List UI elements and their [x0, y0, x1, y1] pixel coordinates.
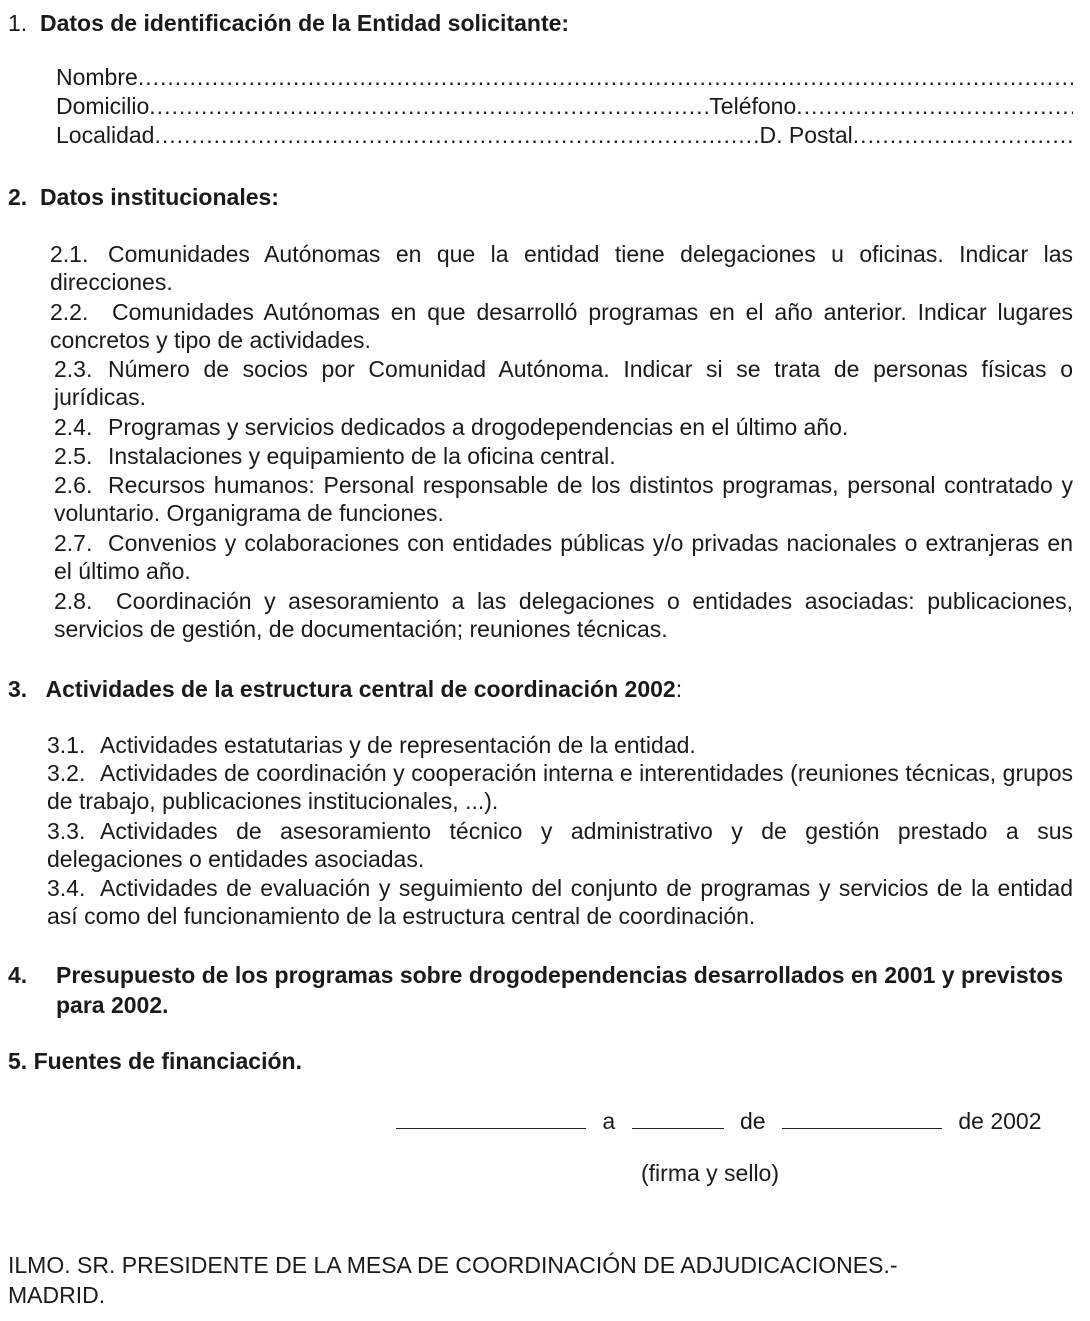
month-blank[interactable]: [782, 1104, 942, 1129]
item-2-3: [54, 355, 1073, 411]
section-1-heading: [8, 8, 569, 38]
year-label: de 2002: [958, 1108, 1042, 1134]
item-3-2-number: 3.2.: [47, 760, 86, 786]
section-3-heading: [8, 674, 682, 704]
section-4-number: 4.: [8, 962, 28, 988]
item-2-6: [54, 471, 1073, 527]
section-1-number: 1.: [8, 10, 28, 36]
signature-date-line: [396, 1104, 1041, 1135]
item-2-2-number: 2.2.: [50, 299, 89, 325]
item-2-1: [50, 240, 1073, 296]
section-3-title: Actividades de la estructura central de coordinación 2002: [45, 676, 676, 702]
item-2-1-number: 2.1.: [50, 241, 89, 267]
item-2-5: [54, 442, 1073, 470]
item-3-1-text: Actividades estatutarias y de representación de la entidad.: [100, 732, 696, 758]
localidad-label: Localidad: [56, 122, 155, 148]
item-2-2-text: Comunidades Autónomas en que desarrolló programas en el año anterior. Indicar lugares concretos y tipo de actividades.: [50, 299, 1073, 353]
item-2-7-text: Convenios y colaboraciones con entidades públicas y/o privadas nacionales o extranjeras en el último año.: [54, 530, 1073, 584]
section-3-number: 3.: [8, 676, 28, 702]
item-2-4-number: 2.4.: [54, 414, 93, 440]
d-postal-dotted-line[interactable]: [853, 122, 1073, 149]
section-5-number: 5.: [8, 1048, 28, 1074]
item-2-6-number: 2.6.: [54, 472, 93, 498]
d-postal-label: D. Postal: [759, 122, 853, 148]
section-3-colon: :: [675, 676, 683, 702]
field-nombre[interactable]: [56, 64, 1073, 92]
section-4-heading: [8, 960, 1073, 1020]
a-label: a: [602, 1108, 616, 1134]
item-3-1-number: 3.1.: [47, 732, 86, 758]
item-2-3-number: 2.3.: [54, 356, 93, 382]
item-2-4-text: Programas y servicios dedicados a drogodependencias en el último año.: [108, 414, 849, 440]
section-4-title: Presupuesto de los programas sobre drogodependencias desarrollados en 2001 y previstos para 2002.: [56, 962, 1064, 1018]
section-1-title: Datos de identificación de la Entidad solicitante:: [39, 10, 570, 36]
item-2-1-text: Comunidades Autónomas en que la entidad tiene delegaciones u oficinas. Indicar las direcciones.: [50, 241, 1073, 295]
nombre-dotted-line[interactable]: [138, 64, 1073, 91]
localidad-dotted-line[interactable]: [154, 122, 759, 149]
telefono-label: Teléfono: [709, 93, 797, 119]
domicilio-dotted-line[interactable]: [149, 93, 709, 120]
item-3-4: [47, 874, 1073, 930]
section-2-heading: [8, 182, 279, 212]
item-2-8: [54, 587, 1073, 643]
item-2-3-text: Número de socios por Comunidad Autónoma. Indicar si se trata de personas físicas o jurídicas.: [54, 356, 1073, 410]
nombre-label: Nombre: [56, 64, 138, 90]
item-2-8-text: Coordinación y asesoramiento a las delegaciones o entidades asociadas: publicaciones, servicios de gestión, de documentación; reuniones técnicas.: [54, 588, 1073, 642]
item-3-2: [47, 759, 1073, 815]
item-3-2-text: Actividades de coordinación y cooperación interna e interentidades (reuniones técnicas, grupos de trabajo, publicaciones institucionales, ...).: [47, 760, 1073, 814]
item-3-1: [47, 731, 1073, 759]
item-2-5-number: 2.5.: [54, 443, 93, 469]
item-3-3-number: 3.3.: [47, 818, 86, 844]
addressee: [8, 1250, 1083, 1310]
item-2-7: [54, 529, 1073, 585]
section-5-heading: [8, 1046, 302, 1076]
item-2-7-number: 2.7.: [54, 530, 93, 556]
addressee-line-1: ILMO. SR. PRESIDENTE DE LA MESA DE COORDINACIÓN DE ADJUDICACIONES.-: [8, 1252, 898, 1278]
firma-y-sello: (firma y sello): [641, 1160, 780, 1186]
section-2-number: 2.: [8, 184, 28, 210]
day-blank[interactable]: [632, 1104, 724, 1129]
field-domicilio-telefono[interactable]: [56, 93, 1073, 121]
item-2-4: [54, 413, 1073, 441]
item-2-8-number: 2.8.: [54, 588, 93, 614]
field-localidad-postal[interactable]: [56, 122, 1073, 150]
domicilio-label: Domicilio: [56, 93, 150, 119]
telefono-dotted-line[interactable]: [796, 93, 1073, 120]
section-2-title: Datos institucionales:: [39, 184, 279, 210]
de-label: de: [739, 1108, 766, 1134]
section-5-title: Fuentes de financiación.: [33, 1048, 302, 1074]
place-blank[interactable]: [396, 1104, 586, 1129]
item-3-4-number: 3.4.: [47, 875, 86, 901]
item-3-3: [47, 817, 1073, 873]
item-2-2: [50, 298, 1073, 354]
item-3-3-text: Actividades de asesoramiento técnico y administrativo y de gestión prestado a sus delegaciones o entidades asociadas.: [47, 818, 1073, 872]
addressee-line-2: MADRID.: [8, 1282, 106, 1308]
item-2-6-text: Recursos humanos: Personal responsable de los distintos programas, personal contratado y voluntario. Organigrama de funciones.: [54, 472, 1073, 526]
item-3-4-text: Actividades de evaluación y seguimiento del conjunto de programas y servicios de la entidad así como del funcionamiento de la estructura central de coordinación.: [47, 875, 1073, 929]
item-2-5-text: Instalaciones y equipamiento de la oficina central.: [108, 443, 616, 469]
